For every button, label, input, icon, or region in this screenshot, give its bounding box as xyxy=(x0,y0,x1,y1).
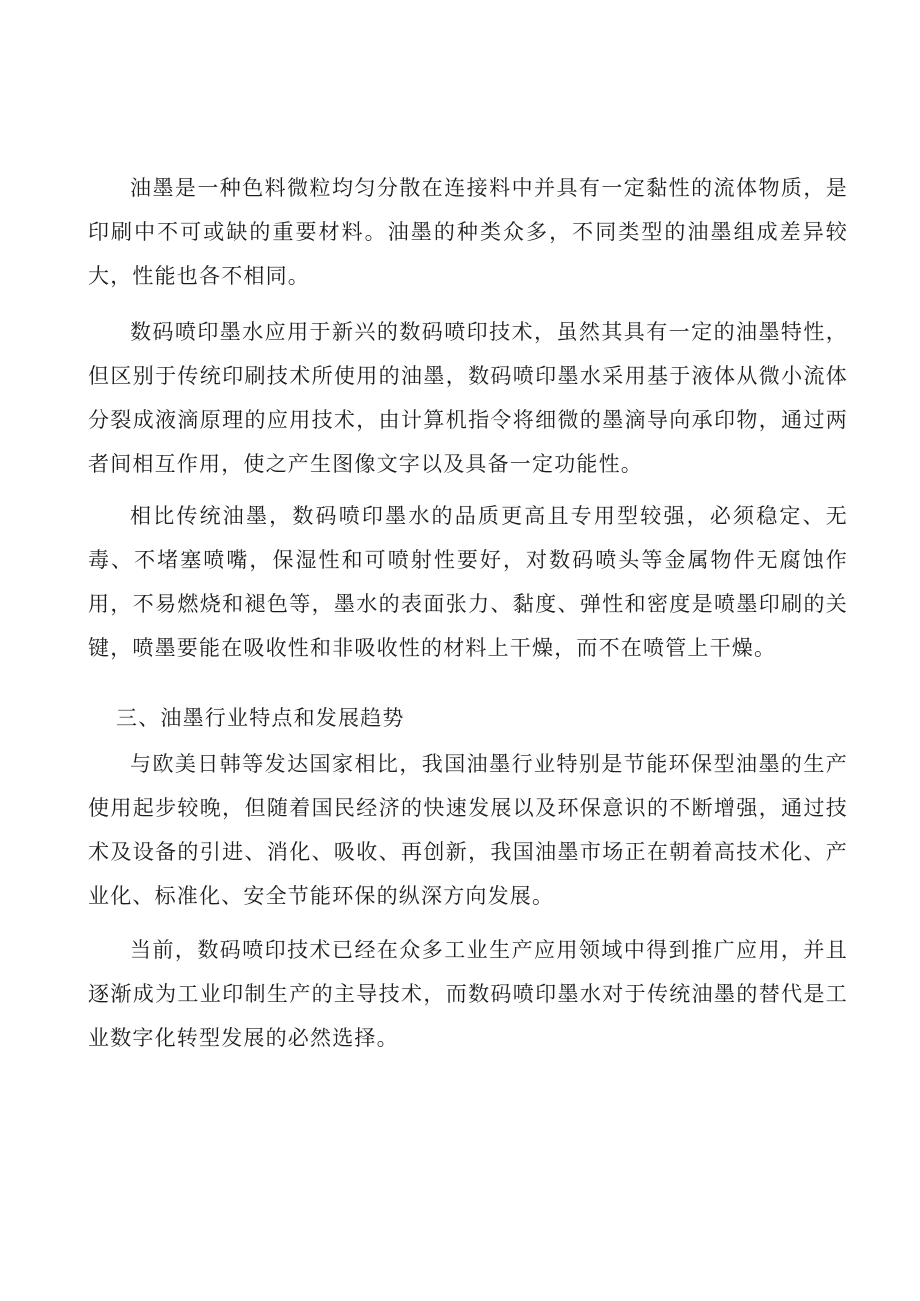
paragraph-ink-definition: 油墨是一种色料微粒均匀分散在连接料中并具有一定黏性的流体物质，是印刷中不可或缺的重要材料。油墨的种类众多，不同类型的油墨组成差异较大，性能也各不相同。 xyxy=(88,176,848,288)
section-heading: 三、油墨行业特点和发展趋势 xyxy=(116,706,405,730)
paragraph-industry-development: 与欧美日韩等发达国家相比，我国油墨行业特别是节能环保型油墨的生产使用起步较晚，但随着国民经济的快速发展以及环保意识的不断增强，通过技术及设备的引进、消化、吸收、再创新，我国油墨市场正在朝着高技术化、产业化、标准化、安全节能环保的纵深方向发展。 xyxy=(88,752,848,908)
paragraph-digital-printing-trend: 当前，数码喷印技术已经在众多工业生产应用领域中得到推广应用，并且逐渐成为工业印制生产的主导技术，而数码喷印墨水对于传统油墨的替代是工业数字化转型发展的必然选择。 xyxy=(88,938,848,1050)
paragraph-digital-ink-intro: 数码喷印墨水应用于新兴的数码喷印技术，虽然其具有一定的油墨特性，但区别于传统印刷技术所使用的油墨，数码喷印墨水采用基于液体从微小流体分裂成液滴原理的应用技术，由计算机指令将细微的墨滴导向承印物，通过两者间相互作用，使之产生图像文字以及具备一定功能性。 xyxy=(88,320,848,476)
document-body xyxy=(88,166,848,1070)
paragraph-ink-requirements: 相比传统油墨，数码喷印墨水的品质更高且专用型较强，必须稳定、无毒、不堵塞喷嘴，保湿性和可喷射性要好，对数码喷头等金属物件无腐蚀作用，不易燃烧和褪色等，墨水的表面张力、黏度、弹性和密度是喷墨印刷的关键，喷墨要能在吸收性和非吸收性的材料上干燥，而不在喷管上干燥。 xyxy=(88,504,848,660)
